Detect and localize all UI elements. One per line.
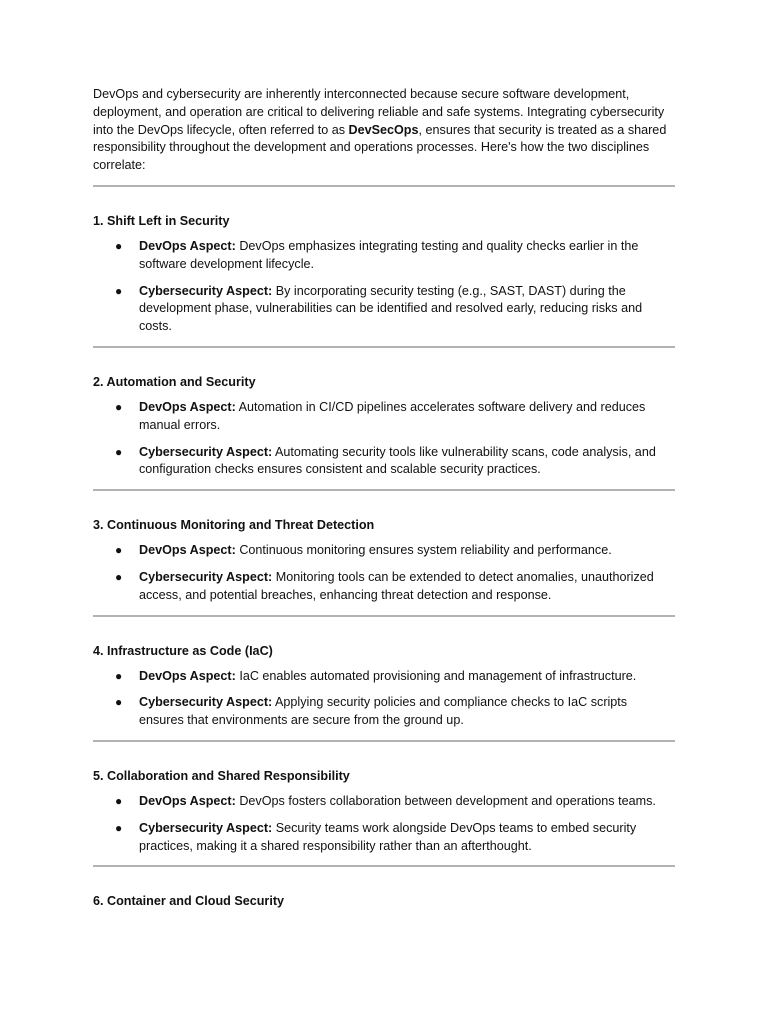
list-item — [93, 444, 675, 480]
bullet-icon: ● — [115, 569, 123, 584]
point-label: Cybersecurity Aspect: — [139, 569, 273, 584]
point-text: DevOps fosters collaboration between development and operations teams. — [235, 793, 656, 808]
bullet-icon: ● — [115, 444, 123, 459]
section-monitoring — [93, 491, 675, 616]
intro-text-before: DevOps and cybersecurity are inherently interconnected because secure software development, deployment, and operation are critical to delivering reliable and safe systems. Integrating cybersecurity into the DevOps lifecycle, often referred to as — [93, 87, 665, 137]
section-points — [93, 793, 675, 855]
list-item — [93, 668, 675, 686]
bullet-icon: ● — [115, 543, 123, 558]
list-item — [93, 399, 675, 435]
section-heading: 2. Automation and Security — [93, 374, 256, 389]
section-container-cloud — [93, 867, 675, 909]
section-heading: 3. Continuous Monitoring and Threat Detection — [93, 518, 375, 533]
point-text: Security teams work alongside DevOps teams to embed security practices, making it a shared responsibility rather than an afterthought. — [139, 820, 637, 853]
list-item — [93, 238, 675, 274]
section-heading: 4. Infrastructure as Code (IaC) — [93, 643, 273, 658]
point-text: Monitoring tools can be extended to detect anomalies, unauthorized access, and potential breaches, enhancing threat detection and response. — [139, 569, 654, 602]
bullet-icon: ● — [115, 695, 123, 710]
point-label: DevOps Aspect: — [139, 543, 236, 558]
list-item — [93, 283, 675, 336]
intro-emphasis: DevSecOps — [348, 122, 419, 137]
intro-paragraph — [93, 86, 675, 175]
section-points — [93, 238, 675, 336]
point-label: Cybersecurity Aspect: — [139, 444, 273, 459]
bullet-icon: ● — [115, 238, 123, 253]
point-text: By incorporating security testing (e.g., SAST, DAST) during the development phase, vulnerabilities can be identified and resolved early, reducing risks and costs. — [139, 283, 643, 334]
point-text: IaC enables automated provisioning and management of infrastructure. — [235, 668, 637, 683]
section-heading: 1. Shift Left in Security — [93, 213, 230, 228]
point-label: Cybersecurity Aspect: — [139, 820, 273, 835]
section-points — [93, 399, 675, 479]
section-collaboration — [93, 742, 675, 867]
list-item — [93, 542, 675, 560]
list-item — [93, 793, 675, 811]
bullet-icon: ● — [115, 668, 123, 683]
point-label: DevOps Aspect: — [139, 399, 236, 414]
point-text: Automating security tools like vulnerability scans, code analysis, and configuration checks ensures consistent and scalable security practices. — [139, 444, 656, 477]
section-automation — [93, 348, 675, 491]
point-text: Continuous monitoring ensures system reliability and performance. — [235, 543, 612, 558]
bullet-icon: ● — [115, 793, 123, 808]
point-label: Cybersecurity Aspect: — [139, 283, 273, 298]
point-label: DevOps Aspect: — [139, 668, 236, 683]
section-points — [93, 542, 675, 604]
point-text: Automation in CI/CD pipelines accelerates software delivery and reduces manual errors. — [139, 399, 646, 432]
point-label: DevOps Aspect: — [139, 793, 236, 808]
point-label: Cybersecurity Aspect: — [139, 695, 273, 710]
section-shift-left — [93, 187, 675, 348]
section-heading: 6. Container and Cloud Security — [93, 894, 285, 909]
section-points — [93, 668, 675, 730]
point-text: Applying security policies and compliance checks to IaC scripts ensures that environments are secure from the ground up. — [139, 695, 628, 728]
section-iac — [93, 617, 675, 742]
point-label: DevOps Aspect: — [139, 238, 236, 253]
bullet-icon: ● — [115, 283, 123, 298]
bullet-icon: ● — [115, 399, 123, 414]
document-page — [93, 86, 675, 909]
bullet-icon: ● — [115, 820, 123, 835]
list-item — [93, 569, 675, 605]
intro-text-after: , ensures that security is treated as a shared responsibility throughout the development and operations processes. Here's how the two disciplines correlate: — [93, 122, 667, 173]
list-item — [93, 694, 675, 730]
list-item — [93, 820, 675, 856]
section-heading: 5. Collaboration and Shared Responsibility — [93, 768, 350, 783]
point-text: DevOps emphasizes integrating testing and quality checks earlier in the software development lifecycle. — [139, 238, 639, 271]
